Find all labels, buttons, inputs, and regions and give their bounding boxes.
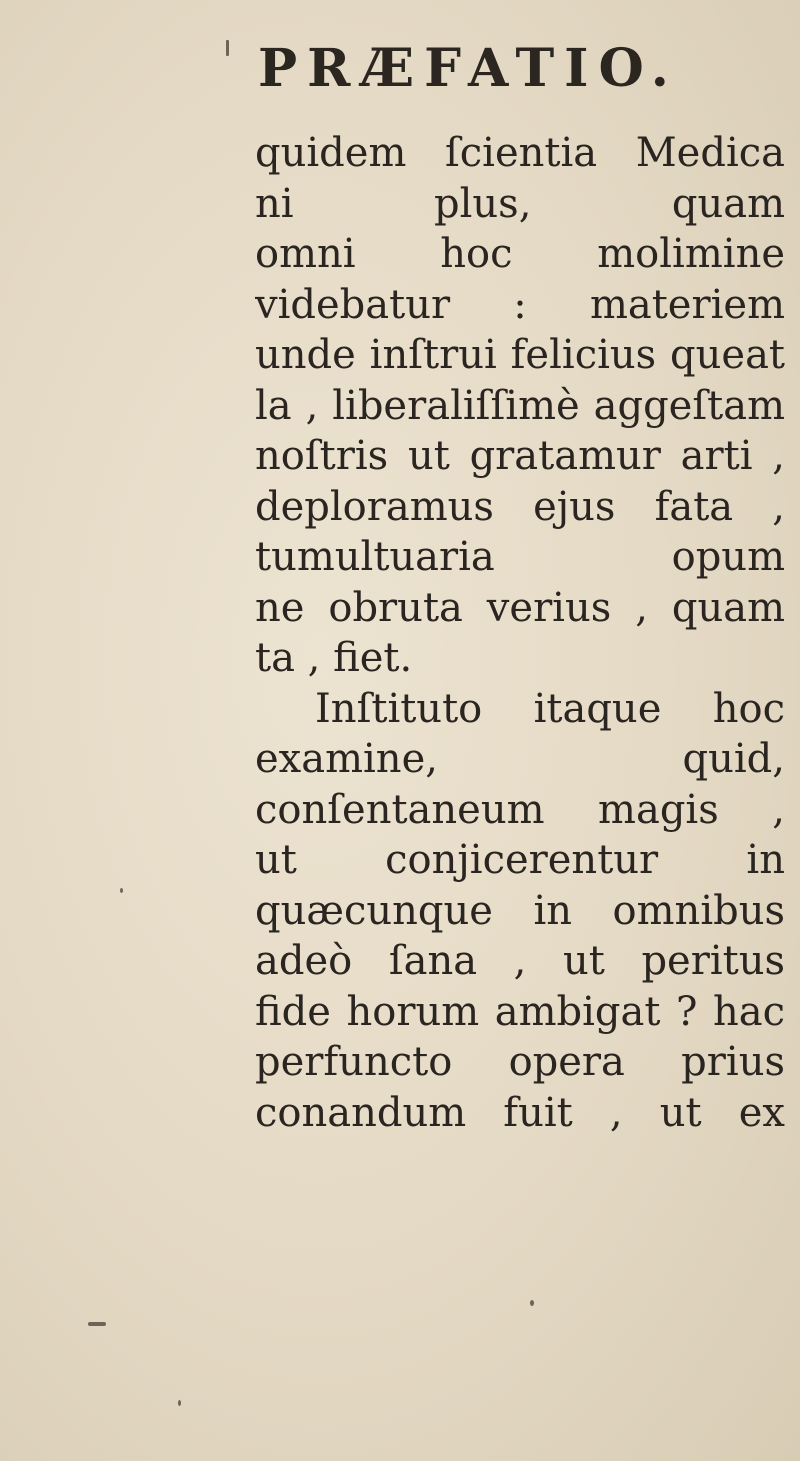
- ink-speck: [530, 1300, 534, 1306]
- text-line: conſentaneum magis ,: [255, 786, 785, 833]
- text-line: perfuncto opera prius: [255, 1039, 785, 1085]
- text-line: la , liberaliſſimè aggeſtam: [255, 382, 785, 429]
- text-line: ut conjicerentur in: [255, 837, 785, 883]
- ink-speck: [226, 40, 229, 56]
- text-line: fide horum ambigat ? hac: [255, 988, 785, 1035]
- text-line: deploramus ejus fata ,: [255, 483, 785, 530]
- text-line: tumultuaria opum: [255, 534, 785, 580]
- text-line: unde inſtrui felicius queat: [255, 332, 785, 378]
- body-text: [255, 128, 785, 1138]
- text-line: conandum fuit , ut ex: [255, 1089, 785, 1136]
- text-line: ta , fiet.: [255, 635, 413, 681]
- text-line: adeò ſana , ut peritus: [255, 938, 785, 984]
- text-line: ni plus, quam: [255, 180, 785, 227]
- ink-speck: [120, 888, 123, 893]
- text-line: ne obruta verius , quam: [255, 584, 785, 631]
- page-header-title: PRÆFATIO.: [258, 38, 679, 99]
- ink-speck: [88, 1322, 106, 1326]
- text-line: noſtris ut gratamur arti ,: [255, 433, 785, 479]
- paragraph-start-line: Inſtituto itaque hoc: [315, 685, 785, 732]
- text-line: omni hoc molimine: [255, 231, 785, 277]
- ink-speck: [178, 1400, 181, 1406]
- text-line: examine, quid,: [255, 736, 785, 782]
- text-line: quæcunque in omnibus: [255, 887, 785, 934]
- text-line: quidem ſcientia Medica: [255, 130, 785, 176]
- text-line: videbatur : materiem: [255, 281, 785, 328]
